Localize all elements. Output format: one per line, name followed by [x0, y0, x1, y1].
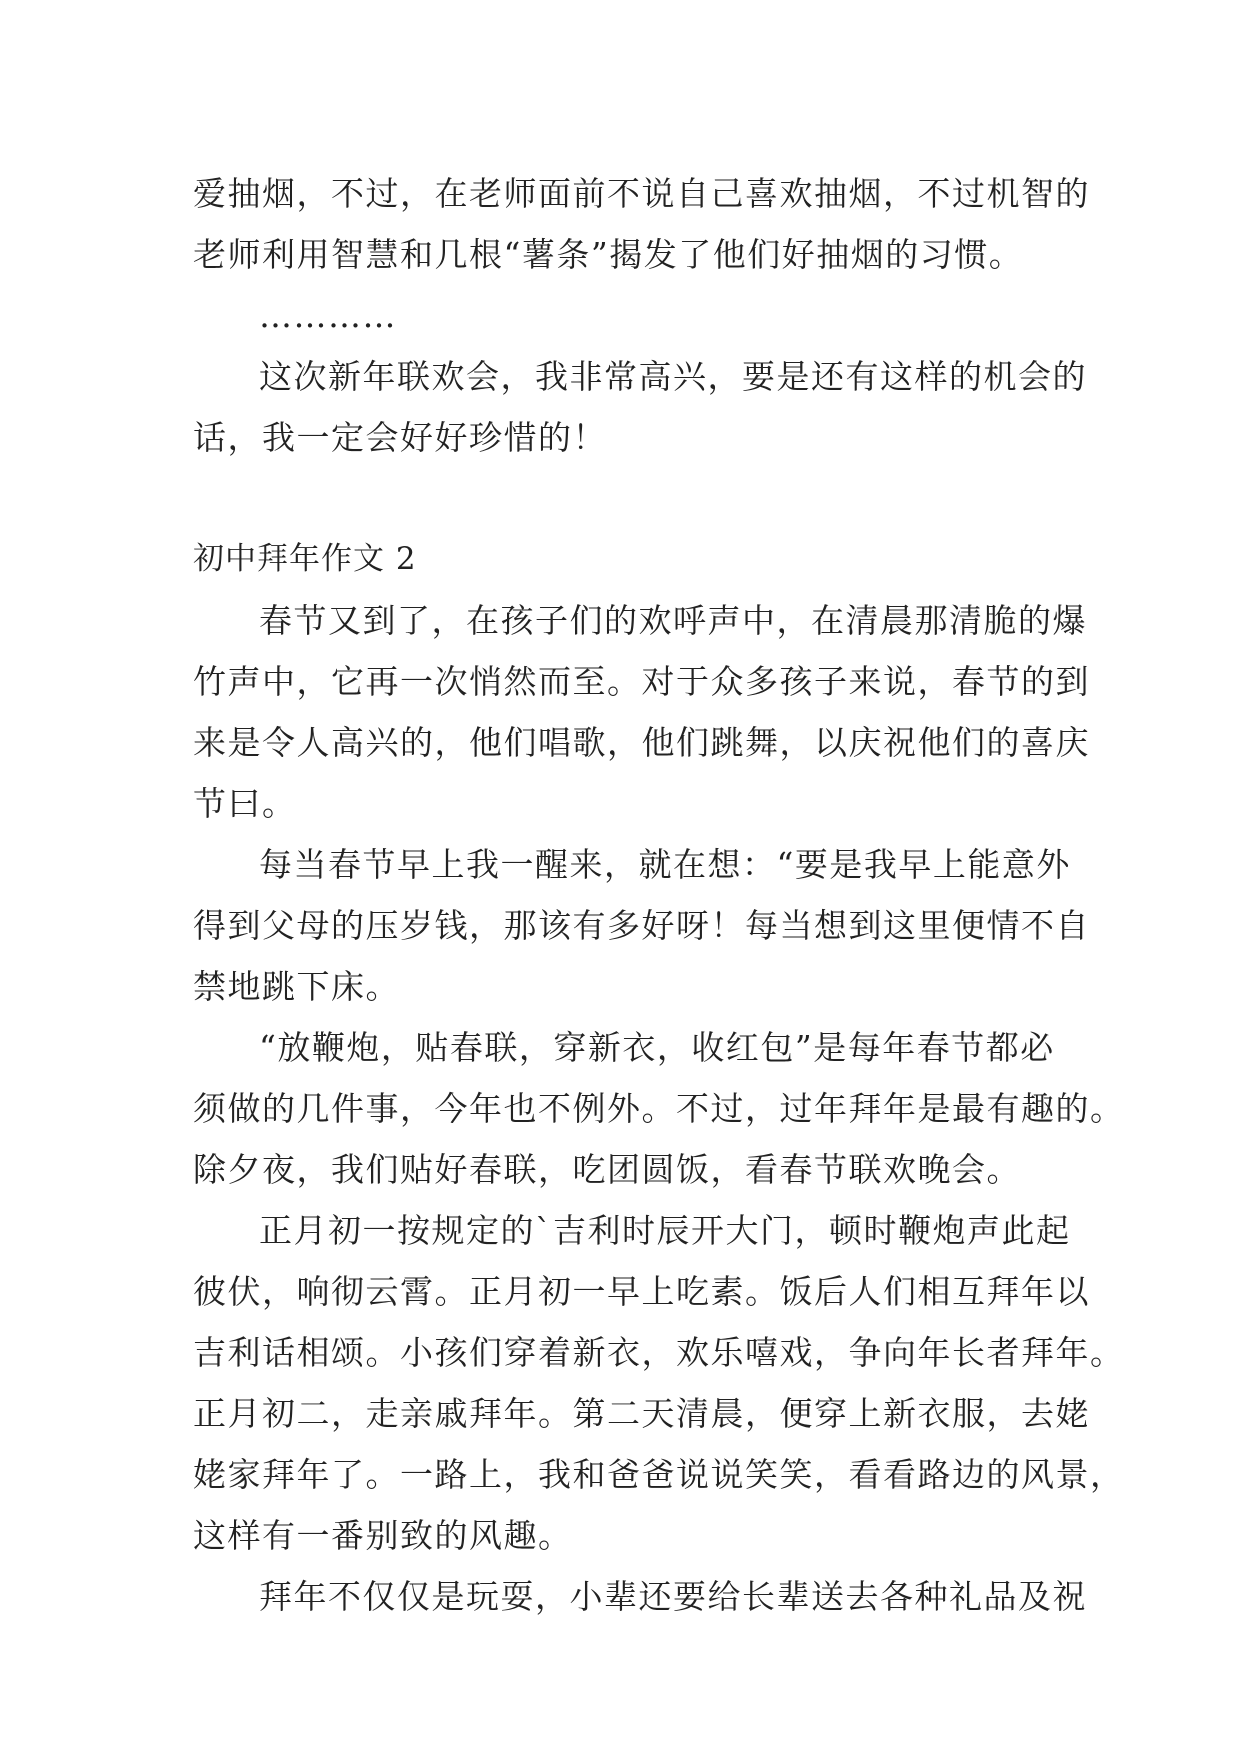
closing-paragraph: [193, 346, 1087, 468]
text-line: 竹声中，它再一次悄然而至。对于众多孩子来说，春节的到: [193, 662, 1090, 701]
document-page: [193, 163, 1125, 1627]
essay-paragraph-5: [193, 1566, 1087, 1627]
essay-paragraph-1: [193, 590, 1090, 834]
text-line: 节曰。: [193, 784, 297, 823]
text-line: 老师利用智慧和几根“薯条”揭发了他们好抽烟的习惯。: [193, 235, 1024, 274]
text-line: 正月初二，走亲戚拜年。第二天清晨，便穿上新衣服，去姥: [193, 1394, 1090, 1433]
essay-paragraph-4: [193, 1200, 1125, 1566]
text-line: 拜年不仅仅是玩耍，小辈还要给长辈送去各种礼品及祝: [259, 1577, 1087, 1616]
text-line: 每当春节早上我一醒来，就在想：“要是我早上能意外: [259, 845, 1071, 884]
text-line: 来是令人高兴的，他们唱歌，他们跳舞，以庆祝他们的喜庆: [193, 723, 1090, 762]
ellipsis-line: …………: [259, 296, 397, 335]
text-line: 得到父母的压岁钱，那该有多好呀！每当想到这里便情不自: [193, 906, 1090, 945]
text-line: 除夕夜，我们贴好春联，吃团圆饭，看春节联欢晚会。: [193, 1150, 1021, 1189]
text-line: 须做的几件事，今年也不例外。不过，过年拜年是最有趣的。: [193, 1089, 1125, 1128]
text-line: 春节又到了，在孩子们的欢呼声中，在清晨那清脆的爆: [259, 601, 1087, 640]
essay-paragraph-3: [193, 1017, 1125, 1200]
text-line: 禁地跳下床。: [193, 967, 400, 1006]
text-line: 爱抽烟，不过，在老师面前不说自己喜欢抽烟，不过机智的: [193, 174, 1090, 213]
essay-paragraph-2: [193, 834, 1090, 1017]
text-line: 话，我一定会好好珍惜的！: [193, 418, 607, 457]
essay-title: 初中拜年作文 2: [193, 541, 417, 577]
text-line: 正月初一按规定的`吉利时辰开大门，顿时鞭炮声此起: [259, 1211, 1071, 1250]
text-line: 这样有一番别致的风趣。: [193, 1516, 573, 1555]
text-line: 这次新年联欢会，我非常高兴，要是还有这样的机会的: [259, 357, 1087, 396]
section-gap: [193, 468, 1051, 529]
text-line: 彼伏，响彻云霄。正月初一早上吃素。饭后人们相互拜年以: [193, 1272, 1090, 1311]
text-line: 吉利话相颂。小孩们穿着新衣，欢乐嘻戏，争向年长者拜年。: [193, 1333, 1125, 1372]
text-line: “放鞭炮，贴春联，穿新衣，收红包”是每年春节都必: [259, 1028, 1055, 1067]
intro-paragraph: [193, 163, 1090, 285]
text-line: 姥家拜年了。一路上，我和爸爸说说笑笑，看看路边的风景，: [193, 1455, 1125, 1494]
